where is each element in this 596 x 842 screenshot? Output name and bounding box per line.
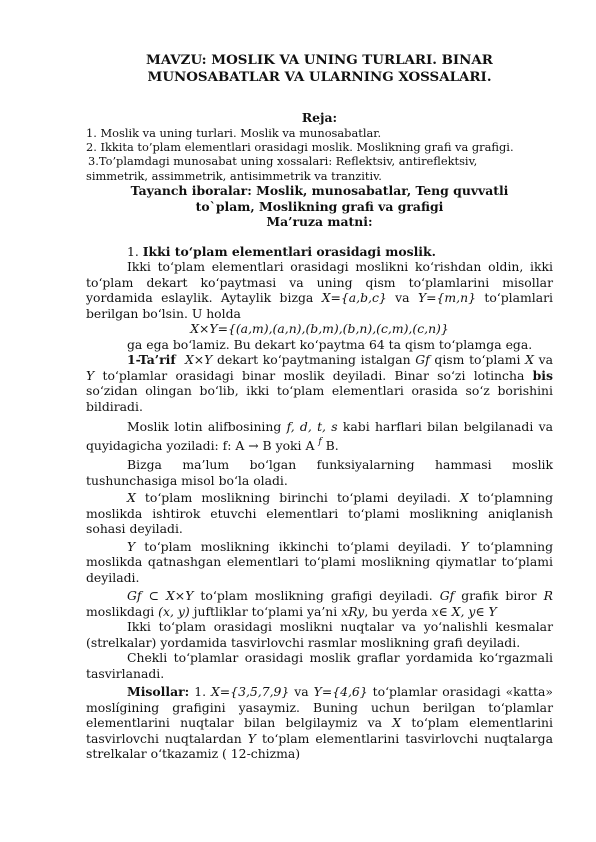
paragraph-examples: Misollar: 1. X={3,5,7,9} va Y={4,6} to‘plamlar orasidagi «katta» moslígining grafigini yasaymiz. Buning uchun berilgan to‘plamlar elementlarini nuqtalar bilan belgilaymiz va X to‘plam elementlarini tasvirlovchi nuqtalardan Y to‘plam elementlarini tasvirlovchi nuqtalarga strelkalar o‘tkazamiz ( 12-chizma): [86, 684, 554, 762]
paragraph-functions: Bizga ma’lum bo‘lgan funksiyalarning hammasi moslik tushunchasiga misol bo‘la oladi.: [86, 457, 553, 488]
definition-label: 1-Ta’rif: [127, 352, 176, 368]
math-set-x: X={a,b,c}: [321, 290, 387, 306]
reja-item: 3.To’plamdagi munosabat uning xossalari: Reflektsiv, antireflektsiv,: [88, 154, 478, 169]
paragraph-second-set: Y to‘plam moslikning ikkinchi to‘plami deyiladi. Y to‘plamning moslikda qatnashgan elementlari to‘plami moslikning qiymatlar to‘plami deyiladi.: [86, 538, 554, 585]
reja-item: 1. Moslik va uning turlari. Moslik va munosabatlar.: [86, 125, 382, 140]
definition-1: 1-Ta’rif X×Y dekart ko‘paytmaning istalgan Gf qism to‘plami X va Y to‘plamlar orasidagi binar moslik deyiladi. Binar so‘zi lotincha bis so‘zidan olingan bo‘lib, ikki to‘plam elementlari orasida so‘z borishini bildiradi.: [86, 352, 553, 414]
examples-label: Misollar:: [127, 684, 190, 700]
paragraph-notation: Moslik lotin alifbosining f, d, t, s kabi harflari bilan belgilanadi va quyidagicha yoziladi: f: A → B yoki A $^f$ B.: [86, 419, 553, 453]
section-heading: 1. Ikki to‘plam elementlari orasidagi moslik.: [127, 243, 436, 259]
paragraph-finite: Chekli to‘plamlar orasidagi moslik graflar yordamida ko‘rgazmali tasvirlanadi.: [86, 650, 553, 681]
paragraph-graph-def: Ikki to‘plam orasidagi moslikni nuqtalar va yo‘nalishli kesmalar (strelkalar) yordamida tasvirlovchi rasmlar moslikning grafi deyiladi.: [86, 619, 553, 650]
title-line-2: MUNOSABATLAR VA ULARNING XOSSALARI.: [147, 69, 492, 85]
document-page: [86, 52, 553, 762]
key-terms-line-1: Tayanch iboralar: Moslik, munosabatlar, Teng quvvatli: [130, 183, 509, 199]
reja-list: [86, 126, 553, 184]
title-line-1: MAVZU: MOSLIK VA UNING TURLARI. BINAR: [146, 52, 493, 68]
key-terms-line-2: to`plam, Moslikning grafi va grafigi: [195, 198, 444, 214]
lecture-text-heading: Ma’ruza matni:: [266, 214, 373, 230]
paragraph-intro: Ikki to‘plam elementlari orasidagi moslikni ko‘rishdan oldin, ikki to‘plam dekart ko‘paytmasi va uning qism to‘plamlarini misollar yordamida eslaylik. Aytaylik bizga X={a,b,c} va Y={m,n} to‘plamlari berilgan bo‘lsin. U holda: [86, 259, 554, 321]
section-heading-text: Ikki to‘plam elementlari orasidagi moslik.: [142, 243, 436, 259]
page-title: [86, 52, 553, 86]
reja-item: simmetrik, assimmetrik, antisimmetrik va tranzitiv.: [86, 168, 382, 183]
math-set-y: Y={m,n}: [417, 290, 476, 306]
reja-item: 2. Ikkita to’plam elementlari orasidagi moslik. Moslikning grafi va grafigi.: [86, 139, 514, 154]
paragraph-graphic: Gf ⊂ X×Y to‘plam moslikning grafigi deyiladi. Gf grafik biror R moslikdagi (x, y) juftliklar to‘plami ya’ni xRy, bu yerda x∈ X, y∈ Y: [86, 588, 553, 619]
math-cartesian-product: X×Y={(a,m),(a,n),(b,m),(b,n),(c,m),(c,n)}: [190, 321, 449, 337]
paragraph-first-set: X to‘plam moslikning birinchi to‘plami deyiladi. X to‘plamning moslikda ishtirok etuvchi elementlari to‘plami moslikning aniqlanish sohasi deyiladi.: [86, 490, 554, 537]
key-terms: [86, 183, 553, 230]
reja-heading: Reja:: [301, 110, 338, 125]
paragraph-subsets: ga ega bo‘lamiz. Bu dekart ko‘paytma 64 ta qism to‘plamga ega.: [127, 336, 533, 352]
